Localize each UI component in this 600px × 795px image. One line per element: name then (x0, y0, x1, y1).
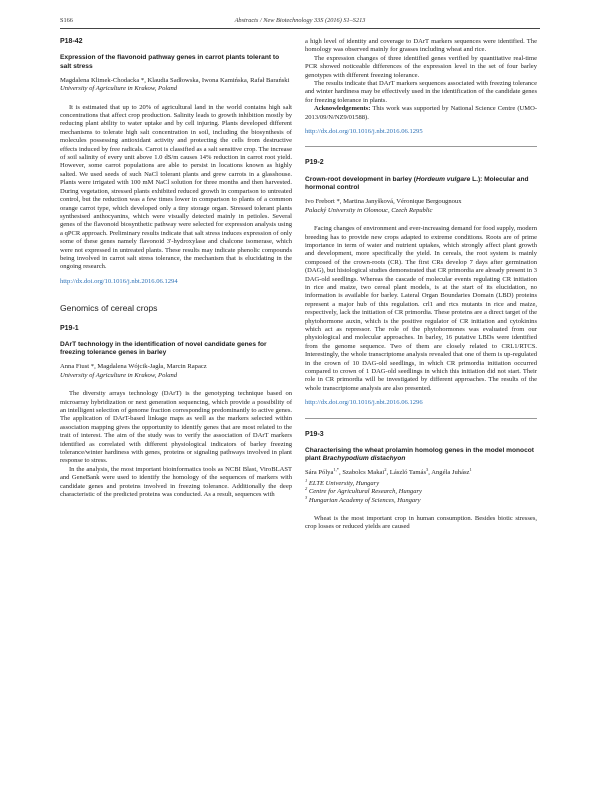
abstract-p19-3 (305, 431, 537, 532)
doi-link[interactable]: http://dx.doi.org/10.1016/j.nbt.2016.06.1296 (305, 399, 423, 407)
abstract-code: P19-2 (305, 159, 324, 167)
abstract-body (305, 225, 537, 393)
title-species: Hordeum vulgare (416, 175, 471, 183)
left-column (60, 38, 292, 507)
abstract-affiliation: University of Agriculture in Krakow, Poland (60, 371, 178, 379)
body-paragraph: The results indicate that DArT markers sequences associated with freezing tolerance and winter hardiness may be effectively used in the identification of the candidate genes for freezing tolerance in plants. (305, 80, 537, 104)
abstract-p19-1-continued (305, 38, 537, 136)
abstract-affiliation: Palacký University in Olomouc, Czech Republic (305, 206, 433, 214)
section-heading: Genomics of cereal crops (60, 303, 158, 314)
right-column (305, 38, 537, 540)
author: Szabolcs Makai$^2$ (342, 467, 387, 477)
author: László Tamás$^3$ (389, 467, 429, 477)
abstract-affiliation: University of Agriculture in Krakow, Poland (60, 85, 178, 93)
abstract-affiliations (305, 477, 537, 505)
title-part: Crown-root development in barley ( (305, 175, 417, 183)
affiliation-line: $^2$ Centre for Agricultural Research, Hungary (305, 486, 422, 496)
acknowledgements-label: Acknowledgements: (314, 105, 371, 113)
journal-citation: Abstracts / New Biotechnology 33S (2016) S1–S213 (234, 17, 366, 24)
page-header (60, 17, 540, 27)
abstract-body (305, 515, 537, 532)
abstract-authors: Anna Fiust *, Magdalena Wójcik-Jagła, Marcin Rapacz (60, 363, 207, 371)
abstract-title (305, 447, 537, 463)
abstract-title (305, 176, 537, 192)
abstract-body (60, 390, 292, 499)
doi-link[interactable]: http://dx.doi.org/10.1016/j.nbt.2016.06.1295 (305, 128, 423, 136)
body-paragraph: It is estimated that up to 20% of agricultural land in the world contains high salt concentrations that affect crop production. Salinity leads to growth inhibition mostly by reducing plant ability to water uptake and by cell injuring. Plants developed different mechanisms to tolerate high salt concentration in soil, including the biosynthesis of molecules possessing antioxidant activity and protecting the cells from destructive effects induced by free radicals. Carrot is classified as a salt sensitive crop. The increase of soil salinity of every unit above 1.0 dS/m causes 14% reduction in carrot root yield. However, some carrot populations are able to persist in locations known as highly salted. We used seeds of such NaCl tolerant plants and grew carrots in a glasshouse. Plants were irrigated with 100 mM NaCl solution for three months and then harvested. During vegetation, stressed plants exhibited reduced growth in comparison to untreated control, but the reduction was a few times lower in comparison to plants of a common orange carrot type, which developed only a tiny storage organ. Stressed tolerant plants synthesised anthocyanins, which were visually detected mainly in petioles. Several genes of the flavonoid biosynthetic pathway were selected for expression analysis using a qPCR approach. Preliminary results indicate that salt stress induces expression of only some of these genes namely flavonoid 3'-hydroxylase and chalcone isomerase, which were not expressed in untreated plants. These results may indicate phenolic compounds being involved in carrot salt stress tolerance, the mechanism that is elucidating in the ongoing research. (60, 103, 292, 271)
header-rule (60, 28, 540, 29)
body-paragraph: The diversity arrays technology (DArT) is the genotyping technique based on microarray hybridization or next generation sequencing, which provide a possibility of an intelligent selection of genome fraction corresponding predominantly to active genes. The application of DArT-based linkage maps as well as the markers selected within association mapping gives the opportunity to identify genes that are most related to the trait of interest. The aim of the study was to verify the association of DArT markers identified as correlated with different physiological indicators of barley freezing tolerance/winter hardiness with genes, proteins or signaling pathways involved in plant response to stress. (60, 390, 292, 465)
doi-link[interactable]: http://dx.doi.org/10.1016/j.nbt.2016.06.1294 (60, 277, 178, 285)
abstract-p18-42 (60, 38, 292, 286)
abstract-authors: Magdalena Klimek-Chodacka *, Klaudia Sadłowska, Iwona Kamińska, Rafał Barański (60, 76, 290, 84)
body-paragraph: Wheat is the most important crop in human consumption. Besides biotic stresses, crop losses or reduced yields are caused (305, 515, 537, 531)
body-paragraph: The expression changes of three identified genes verified by quantitative real-time PCR showed noticeable differences of the expression level in the set of four barley genotypes with different freezing tolerance. (305, 54, 537, 79)
divider (305, 418, 537, 419)
author: Sára Pólya$^{1,*}$ (305, 467, 340, 477)
body-paragraph: In the analysis, the most important bioinformatics tools as NCBI Blast, ViroBLAST and GeneBank were used to identify the homology of the sequences of markers with candidate genes and proteins involved in freezing tolerance. Additionally the deep characteristic of the predicted proteins was conducted. As a result, sequences with (60, 465, 292, 499)
acknowledgements (305, 105, 537, 122)
abstract-title: Expression of the flavonoid pathway genes in carrot plants tolerant to salt stress (60, 54, 280, 70)
abstract-authors: Sára Pólya$^{1,*}$, Szabolcs Makai$^2$, László Tamás$^3$, Angéla Juhász$^1$ (305, 467, 472, 477)
divider (305, 146, 537, 147)
acknowledgements-text: This work was supported by National Science Centre (UMO-2013/09/N/NZ9/01588). (305, 105, 537, 121)
author: Angéla Juhász$^1$ (431, 467, 472, 477)
abstract-p19-1 (60, 325, 292, 500)
abstract-body (305, 38, 537, 122)
title-part: Characterising the wheat prolamin homolog genes in the model monocot plant (305, 447, 534, 463)
abstract-code: P18-42 (60, 38, 83, 45)
abstract-title: DArT technology in the identification of novel candidate genes for freezing tolerance genes in barley (60, 340, 267, 357)
body-paragraph: Facing changes of environment and ever-increasing demand for food supply, modern breeding has to provide new crops adapted to extreme conditions. Roots are of prime importance in term of water and nutrient uptakes, which strongly affect plant growth and development, more specifically the yield. In cereals, the root system is mainly composed of the crown-roots (CR). The first CRs develop 7 days after germination (DAG), but histological studies demonstrated that CR primordia are already present in 3 DAG-old seedlings. Whereas the cascade of molecular events regulating CR initiation in rice and maize, two cereal plant models, is at the start of its elucidation, no information is available for barley. Lateral Organ Boundaries Domain (LBD) proteins represent a major hub of this regulation. crl1 and rtcs mutants in rice and maize, respectively, lack the initiation of CR primordia. These proteins are a direct target of the phytohormone auxin, which is the positive regulator of CR initiation and cytokinins which act as repressor. The role of the phytohormones was evaluated from our physiological and molecular approaches. In barley, 16 putative LBDs were identified from the genome sequence. Two of them are closely related to CRL1/RTCS. Interestingly, the whole transcriptome analysis revealed that one of them is up-regulated in the crown of 10 DAG-old seedlings, in which CR primordia initiation occurred compared to crown of 1 DAG-old seedlings in which this initiation did not start. Their role in CR primordia will be investigated by different approaches. The results of the whole transcriptome analysis are also presented. (305, 225, 537, 392)
abstract-authors: Ivo Frebort *, Martina Janyšková, Véronique Bergougnoux (305, 198, 462, 206)
title-part: L.): Molecular and hormonal control (305, 175, 529, 192)
page-number: S166 (60, 17, 73, 24)
abstract-code: P19-3 (305, 430, 324, 438)
affiliation-line: $^3$ Hungarian Academy of Sciences, Hungary (305, 494, 421, 504)
abstract-code: P19-1 (60, 324, 79, 332)
abstract-body (60, 104, 292, 272)
affiliation-line: $^1$ ELTE University, Hungary (305, 477, 380, 487)
body-paragraph: a high level of identity and coverage to DArT markers sequences were identified. The homology was observed mainly for grasses including wheat and rice. (305, 38, 537, 54)
title-species: Brachypodium distachyon (322, 455, 406, 463)
abstract-p19-2 (305, 159, 537, 407)
